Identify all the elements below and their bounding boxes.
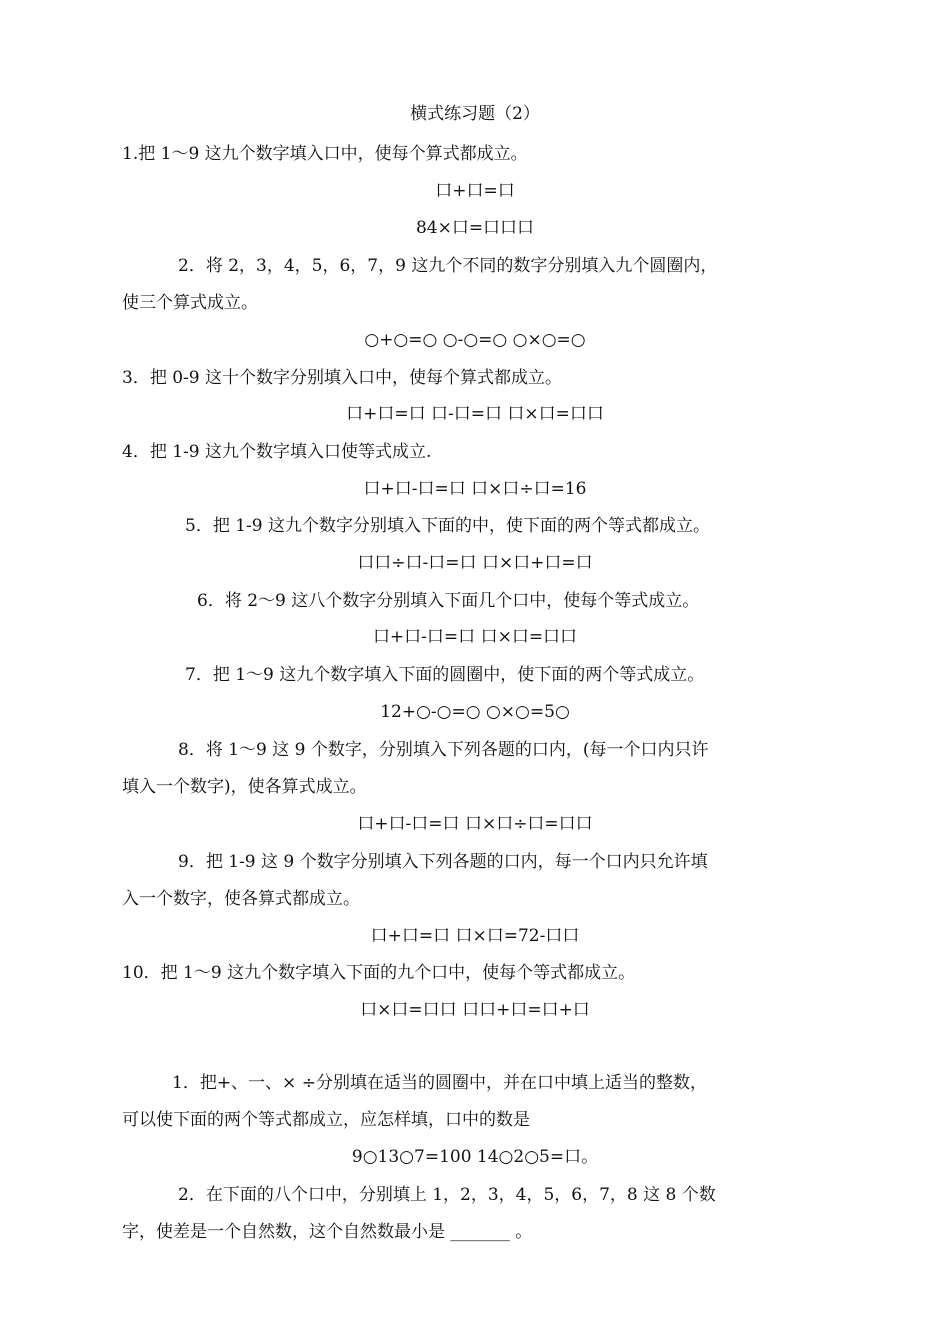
problem-5-text: 5．把 1-9 这九个数字分别填入下面的中，使下面的两个等式都成立。 xyxy=(185,516,710,536)
problem-9-text: 9．把 1-9 这 9 个数字分别填入下列各题的口内，每一个口内只允许填 xyxy=(178,852,708,872)
problem-1-text: 1.把 1～9 这九个数字填入口中，使每个算式都成立。 xyxy=(122,144,528,164)
problem-7-equations: 12+○-○=○ ○×○=5○ xyxy=(380,702,570,722)
problem-2-equations: ○+○=○ ○-○=○ ○×○=○ xyxy=(364,330,586,350)
problem-2-text: 2．将 2，3，4，5，6，7，9 这九个不同的数字分别填入九个圆圈内， xyxy=(178,256,718,276)
problem-9-equations: 口+口=口 口×口=72-口口 xyxy=(370,926,580,946)
extra-problem-2-text-cont: 字，使差是一个自然数，这个自然数最小是 _______ 。 xyxy=(122,1222,533,1242)
problem-6-equations: 口+口-口=口 口×口=口口 xyxy=(372,627,578,647)
problem-1-equation-2: 84×口=口口口 xyxy=(415,218,535,238)
problem-8-text: 8．将 1～9 这 9 个数字，分别填入下列各题的口内，(每一个口内只许 xyxy=(178,740,709,760)
problem-8-equations: 口+口-口=口 口×口÷口=口口 xyxy=(357,814,593,834)
problem-5-equations: 口口÷口-口=口 口×口+口=口 xyxy=(357,553,593,573)
extra-problem-2-text: 2．在下面的八个口中，分别填上 1，2，3，4，5，6，7，8 这 8 个数 xyxy=(178,1185,716,1205)
problem-9-text-cont: 入一个数字，使各算式都成立。 xyxy=(122,889,360,909)
problem-10-text: 10．把 1～9 这九个数字填入下面的九个口中，使每个等式都成立。 xyxy=(122,963,636,983)
problem-1-equation-1: 口+口=口 xyxy=(435,181,515,201)
problem-8-text-cont: 填入一个数字)，使各算式成立。 xyxy=(122,777,367,797)
problem-3-text: 3．把 0-9 这十个数字分别填入口中，使每个算式都成立。 xyxy=(122,368,562,388)
problem-4-equations: 口+口-口=口 口×口÷口=16 xyxy=(363,479,587,499)
problem-4-text: 4．把 1-9 这九个数字填入口使等式成立. xyxy=(122,442,432,462)
problem-7-text: 7．把 1～9 这九个数字填入下面的圆圈中，使下面的两个等式成立。 xyxy=(185,665,705,685)
extra-problem-1-equations: 9○13○7=100 14○2○5=口。 xyxy=(351,1147,599,1167)
extra-problem-1-text: 1．把+、一、× ÷分别填在适当的圆圈中，并在口中填上适当的整数， xyxy=(172,1073,707,1093)
problem-6-text: 6．将 2～9 这八个数字分别填入下面几个口中，使每个等式成立。 xyxy=(197,591,700,611)
problem-10-equations: 口×口=口口 口口+口=口+口 xyxy=(360,1000,590,1020)
page-title: 横式练习题（2） xyxy=(410,104,540,124)
problem-3-equations: 口+口=口 口-口=口 口×口=口口 xyxy=(346,404,604,424)
problem-2-text-cont: 使三个算式成立。 xyxy=(122,293,258,313)
extra-problem-1-text-cont: 可以使下面的两个等式都成立，应怎样填，口中的数是 xyxy=(122,1110,530,1130)
